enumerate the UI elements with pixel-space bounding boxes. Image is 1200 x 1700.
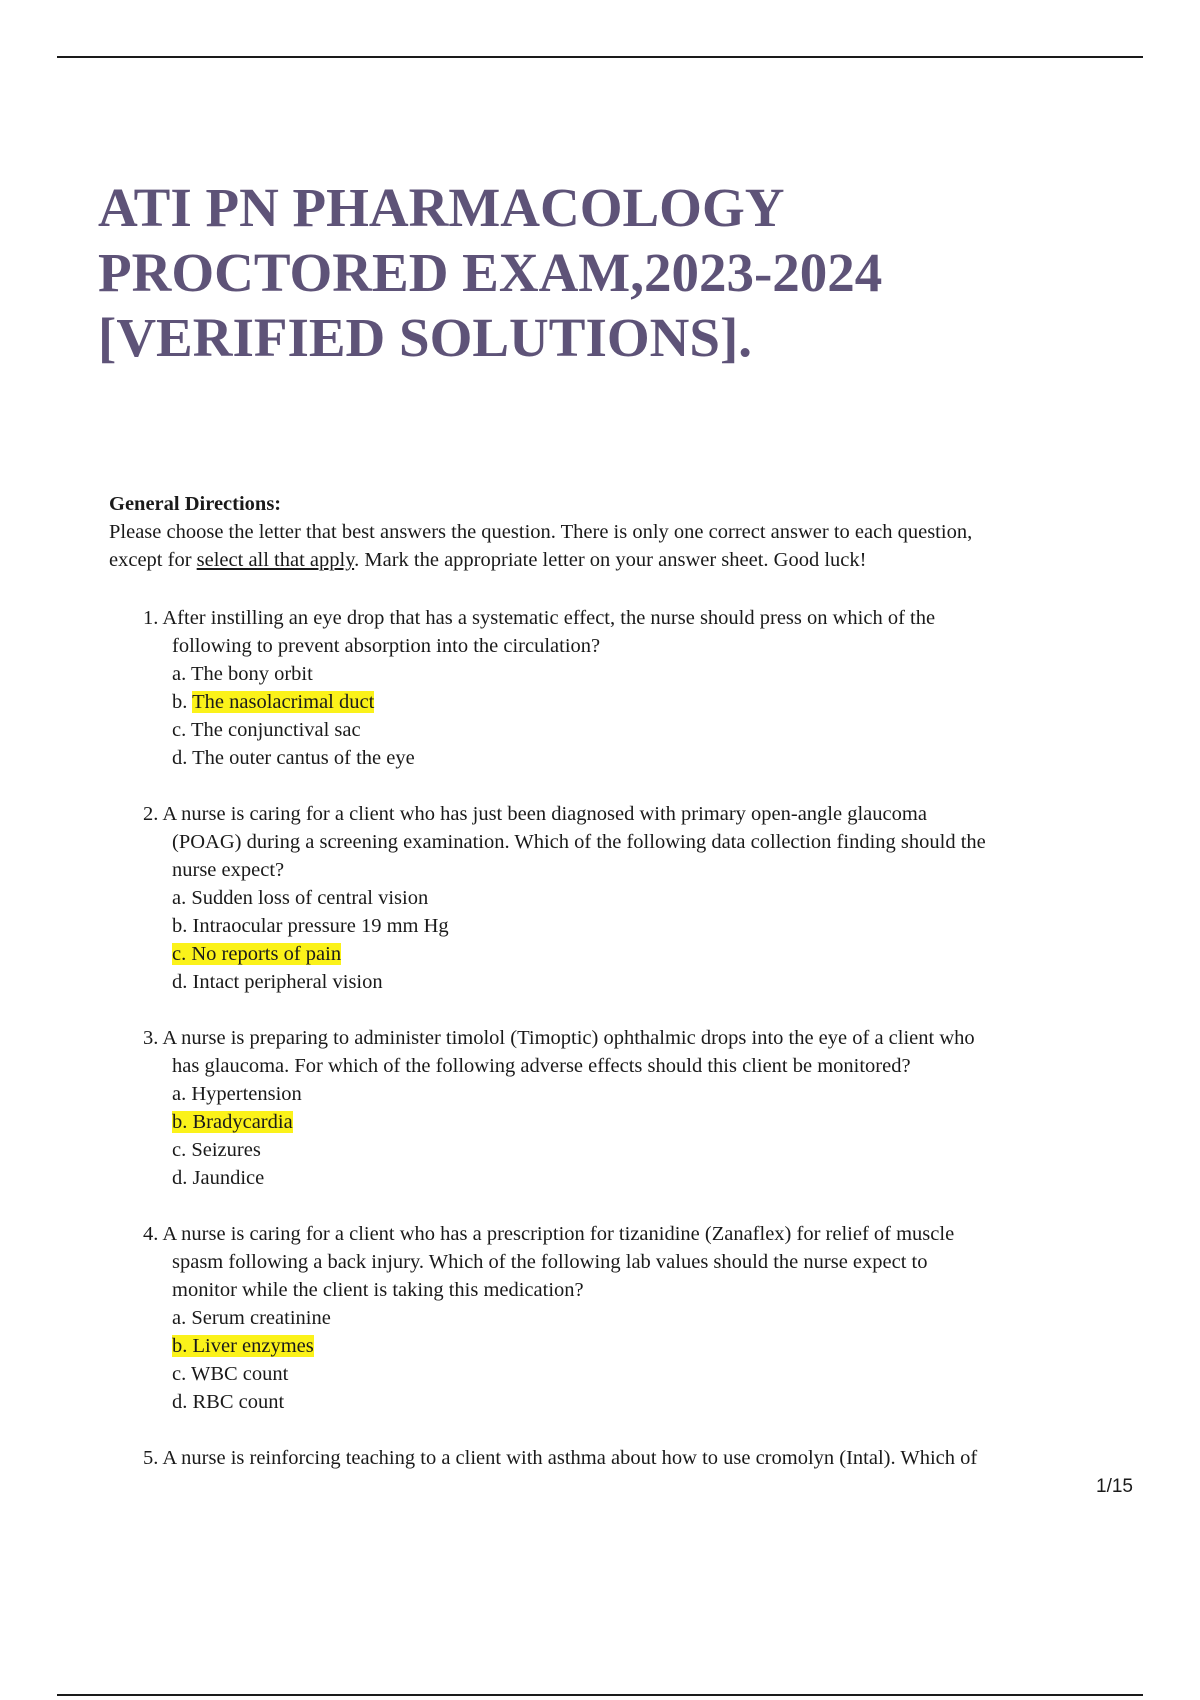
directions-text [109, 518, 1139, 574]
directions-line-2a: except for [109, 549, 197, 571]
answer-option-correct [143, 688, 1133, 716]
highlighted-answer: b. Liver enzymes [172, 1335, 314, 1357]
question-list [143, 604, 1133, 1500]
answer-option: d. The outer cantus of the eye [172, 747, 415, 769]
question-stem: (POAG) during a screening examination. Which of the following data collection finding should the [172, 831, 986, 853]
directions-heading: General Directions: [109, 493, 282, 515]
question-2 [143, 800, 1133, 996]
answer-option: a. The bony orbit [172, 663, 313, 685]
question-stem: 3. A nurse is preparing to administer timolol (Timoptic) ophthalmic drops into the eye of a client who [143, 1027, 975, 1049]
highlighted-answer: b. Bradycardia [172, 1111, 293, 1133]
title-line: ATI PN PHARMACOLOGY [98, 177, 785, 238]
bottom-rule [57, 1694, 1143, 1696]
answer-option: c. Seizures [172, 1139, 261, 1161]
question-3 [143, 1024, 1133, 1192]
answer-option: d. Intact peripheral vision [172, 971, 383, 993]
select-all-that-apply: select all that apply [196, 549, 355, 571]
question-stem: 2. A nurse is caring for a client who has just been diagnosed with primary open-angle glaucoma [143, 803, 927, 825]
question-4 [143, 1220, 1133, 1416]
question-5 [143, 1444, 1133, 1472]
answer-option: a. Serum creatinine [172, 1307, 331, 1329]
title-line: [VERIFIED SOLUTIONS]. [98, 307, 753, 368]
question-stem: 5. A nurse is reinforcing teaching to a client with asthma about how to use cromolyn (Intal). Which of [143, 1447, 978, 1469]
title-line: PROCTORED EXAM,2023-2024 [98, 242, 883, 303]
highlighted-answer: The nasolacrimal duct [192, 691, 375, 713]
question-stem: 1. After instilling an eye drop that has a systematic effect, the nurse should press on which of the [143, 607, 936, 629]
document-title [98, 175, 1098, 370]
answer-option: a. Hypertension [172, 1083, 302, 1105]
directions-line-1: Please choose the letter that best answers the question. There is only one correct answer to each question, [109, 521, 973, 543]
question-stem: following to prevent absorption into the circulation? [172, 635, 601, 657]
answer-option: d. RBC count [172, 1391, 285, 1413]
question-stem: has glaucoma. For which of the following adverse effects should this client be monitored? [172, 1055, 911, 1077]
general-directions [109, 490, 1139, 574]
question-stem: 4. A nurse is caring for a client who has a prescription for tizanidine (Zanaflex) for relief of muscle [143, 1223, 955, 1245]
directions-line-2b: . Mark the appropriate letter on your answer sheet. Good luck! [354, 549, 867, 571]
top-rule [57, 56, 1143, 58]
question-stem: spasm following a back injury. Which of the following lab values should the nurse expect to [172, 1251, 928, 1273]
answer-option-correct [143, 1108, 1133, 1136]
answer-option: c. The conjunctival sac [172, 719, 361, 741]
question-stem: monitor while the client is taking this medication? [172, 1279, 584, 1301]
answer-option-correct [143, 940, 1133, 968]
question-stem: nurse expect? [172, 859, 285, 881]
answer-option: d. Jaundice [172, 1167, 265, 1189]
answer-option: b. Intraocular pressure 19 mm Hg [172, 915, 449, 937]
page-number: 1/15 [1096, 1476, 1133, 1497]
question-1 [143, 604, 1133, 772]
option-letter: b. [172, 691, 193, 713]
highlighted-answer: c. No reports of pain [172, 943, 342, 965]
answer-option: c. WBC count [172, 1363, 289, 1385]
answer-option: a. Sudden loss of central vision [172, 887, 429, 909]
answer-option-correct [143, 1332, 1133, 1360]
